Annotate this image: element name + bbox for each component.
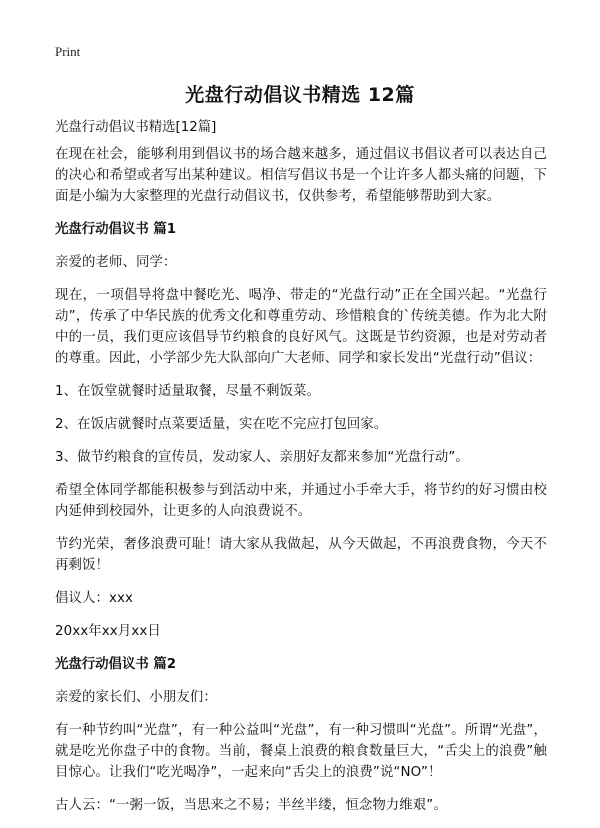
document-subtitle: 光盘行动倡议书精选[12篇] [55, 120, 217, 135]
page-title: 光盘行动倡议书精选 12篇 [185, 84, 415, 106]
section2-greeting: 亲爱的家长们、小朋友们： [55, 690, 217, 705]
section2-paragraph-1: 有一种节约叫“光盘”，有一种公益叫“光盘”，有一种习惯叫“光盘”。所谓“光盘”，就是吃光你盘子中的食物。当前，餐桌上浪费的粮食数量巨大，“舌尖上的浪费”触目惊心。让我们“吃光喝净”，一起来向“舌尖上的浪费”说“NO”！ [55, 723, 547, 780]
section-heading-1: 光盘行动倡议书 篇1 [55, 222, 177, 237]
print-label: Print [55, 44, 81, 59]
section1-item-1: 1、在饭堂就餐时适量取餐，尽量不剩饭菜。 [55, 384, 320, 399]
section1-item-2: 2、在饭店就餐时点菜要适量，实在吃不完应打包回家。 [55, 417, 388, 432]
section1-greeting: 亲爱的老师、同学： [55, 255, 177, 270]
section1-signer: 倡议人：xxx [55, 591, 134, 606]
intro-paragraph: 在现在社会，能够利用到倡议书的场合越来越多，通过倡议书倡议者可以表达自己的决心和希望或者写出某种建议。相信写倡议书是一个让许多人都头痛的问题，下面是小编为大家整理的光盘行动倡议书，仅供参考，希望能够帮助到大家。 [55, 147, 547, 204]
section1-paragraph-2: 希望全体同学都能积极参与到活动中来，并通过小手牵大手，将节约的好习惯由校内延伸到校园外，让更多的人向浪费说不。 [55, 483, 547, 519]
section2-paragraph-2: 古人云：“一粥一饭，当思来之不易；半丝半缕，恒念物力维艰”。 [55, 798, 447, 813]
section1-paragraph-3: 节约光荣，奢侈浪费可耻！请大家从我做起，从今天做起，不再浪费食物，今天不再剩饭！ [55, 537, 547, 573]
section1-paragraph-1: 现在，一项倡导将盘中餐吃光、喝净、带走的“光盘行动”正在全国兴起。“光盘行动”，传承了中华民族的优秀文化和尊重劳动、珍惜粮食的`传统美德。作为北大附中的一员，我们更应该倡导节约粮食的良好风气。这既是节约资源，也是对劳动者的尊重。因此，小学部少先大队部向广大老师、同学和家长发出“光盘行动”倡议： [55, 288, 547, 366]
section1-date: 20xx年xx月xx日 [55, 624, 161, 639]
document-body [55, 117, 547, 828]
section1-item-3: 3、做节约粮食的宣传员，发动家人、亲朋好友都来参加“光盘行动”。 [55, 450, 469, 465]
section-heading-2: 光盘行动倡议书 篇2 [55, 657, 177, 672]
